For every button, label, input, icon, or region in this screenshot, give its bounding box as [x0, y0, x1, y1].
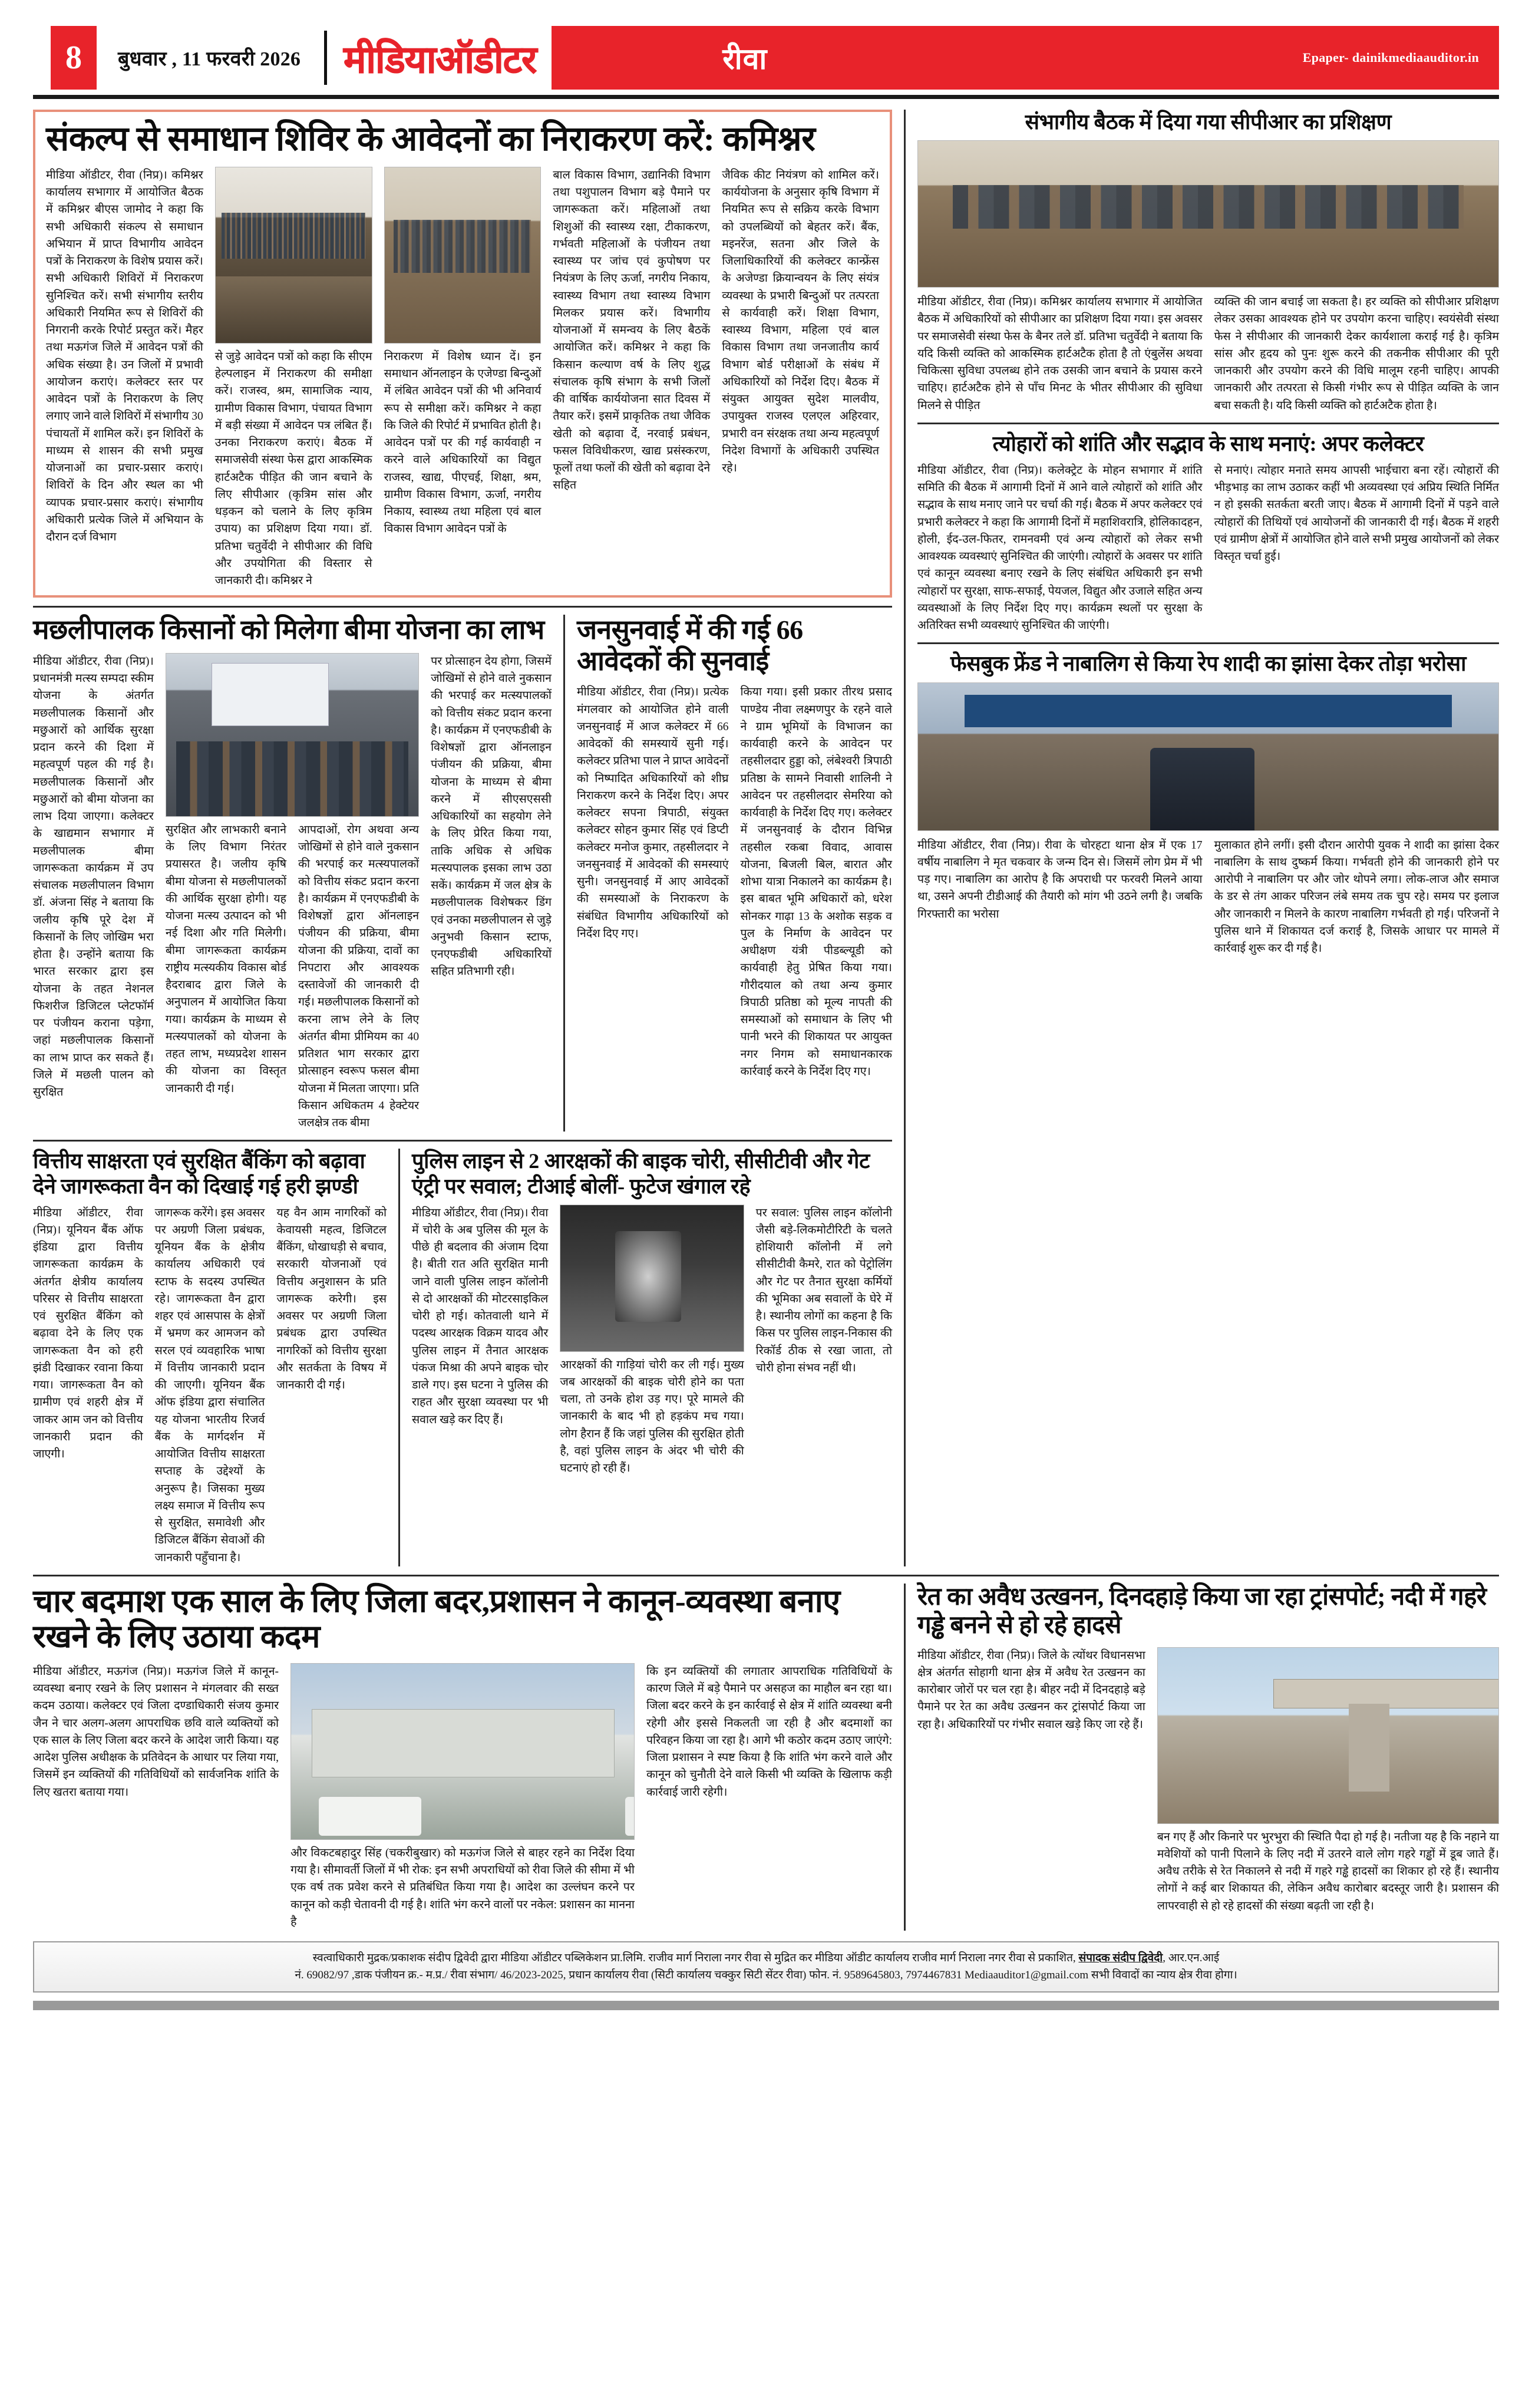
lead-col-3	[384, 167, 542, 590]
fisheries-col-1	[33, 653, 154, 1132]
fisheries-col-2	[166, 653, 419, 1132]
banking-headline: वित्तीय साक्षरता एवं सुरक्षित बैंकिंग को बढ़ावा देने जागरूकता वैन को दिखाई गई हरी झण्डी	[33, 1149, 365, 1198]
banking-text-3: यह वैन आम नागरिकों को केवायसी महत्व, डिजिटल बैंकिंग, धोखाधड़ी से बचाव, सरकारी योजनाओं एवं वित्तीय अनुशासन के प्रति जागरूक करेगी। इस अवसर पर अग्रणी जिला प्रबंधक द्वारा उपस्थित नागरिकों को वित्तीय सुरक्षा और सतर्कता के विषय में जानकारी दी गई।	[276, 1206, 387, 1392]
badmash-columns	[33, 1663, 892, 1931]
sand-columns	[917, 1647, 1499, 1915]
police-text-1: मीडिया ऑडीटर, रीवा (निप्र)। रीवा में चोरी के अब पुलिस की मूल के पीछे ही बदलाव की अंजाम दिया है। बीती रात अति सुरक्षित मानी जाने वाली पुलिस लाइन कॉलोनी से दो आरक्षकों की मोटरसाइकिल चोरी हो गई। कोतवाली थाने में पदस्थ आरक्षक विक्रम यादव और पुलिस लाइन में तैनात आरक्षक पंकज मिश्रा की अपने बाइक चोर डाले गए। इस घटना ने पुलिस की राहत और सुरक्षा व्यवस्था पर भी सवाल खड़े कर दिए हैं।	[412, 1206, 549, 1426]
footer-line-2: नं. 69082/97 ,डाक पंजीयन क्र.- म.प्र./ रीवा संभाग/ 46/2023-2025, प्रधान कार्यालय रीवा (सिटी कार्यालय चक्कुर सिटी सेंटर रीवा) फोन. नं. 9589645803, 7974467831 Mediaauditor1@gmail.com सभी विवादों का न्याय क्षेत्र रीवा होगा।	[295, 1969, 1237, 1982]
fisheries-text-3: आपदाओं, रोग अथवा अन्य जोखिमों से होने वाले नुकसान की भरपाई कर मत्स्यपालकों को वित्तीय संकट प्रदान करना है। कार्यक्रम में एनएफडीबी के विशेषज्ञों द्वारा ऑनलाइन पंजीयन की प्रक्रिया, बीमा योजना की प्रक्रिया, दावों का निपटारा और आवश्यक दस्तावेजों की जानकारी दी गई। मछलीपालक किसानों को करना लाभ लेने के लिए अंतर्गत बीमा प्रीमियम का 40 प्रतिशत भाग सरकार द्वारा प्रोत्साहन स्वरूप फसल बीमा योजना में मिलता जाएगा। प्रति किसान अधिकतम 4 हेक्टेयर जलक्षेत्र तक बीमा	[298, 823, 420, 1130]
facebook-text-2: मुलाकात होने लगीं। इसी दौरान आरोपी युवक ने शादी का झांसा देकर नाबालिग के साथ दुष्कर्म किया। गर्भवती होने की जानकारी होने पर आरोपी ने नाबालिग पर और जोर थोपने लगा। लोक-लाज और समाज के डर से तंग आकर परिजन लंबे समय तक चुप रहे। समय पर इलाज और जानकारी न मिलने के कारण नाबालिग गर्भवती हो गई। परिजनों ने पुलिस थाने में शिकायत दर्ज कराई है, जिसके आधार पर मामले में कार्रवाई शुरू कर दी गई है।	[1214, 839, 1499, 955]
page-footer	[33, 1941, 1499, 1993]
cpr-text-2: व्यक्ति की जान बचाई जा सकता है। हर व्यक्ति को सीपीआर प्रशिक्षण लेकर उसका आवश्यक होने पर उपयोग करना चाहिए। स्वयंसेवी संस्था फेस ने सीपीआर की जानकारी देकर कार्यशाला कराई गई है। कृत्रिम सांस और हृदय को पुनः शुरू करने की तकनीक सीपीआर की पूरी जानकारी और उपयोग करने की विधि मालूम रहनी चाहिए। आपकी जानकारी और तत्परता से किसी गंभीर रूप से पीड़ित व्यक्ति के जान बचा सकती है। यदि किसी व्यक्ति को हार्टअटैक होता है।	[1214, 296, 1499, 412]
police-text-3: पर सवाल: पुलिस लाइन कॉलोनी जैसी बड़े-लिकमोटीरिटी के चलते होशियारी कॉलोनी में लगे सीसीटीवी कैमरे, रात को पेट्रोलिंग और गेट पर तैनात सुरक्षा कर्मियों की भूमिका अब सवालों के घेरे में है। स्थानीय लोगों का कहना है कि किस पर पुलिस लाइन-निकास की रिकॉर्ड ठीक से रखा जाता, तो चोरी होना संभव नहीं थी।	[755, 1206, 892, 1374]
story-police	[412, 1149, 892, 1566]
police-text-2: आरक्षकों की गाड़ियां चोरी कर ली गई। मुख्य जब आरक्षकों की बाइक चोरी होने का पता चला, तो उनके होश उड़ गए। पूरे मामले की जानकारी के बाद भी हो हड़कंप मच गया। लोग हैरान हैं कि जहां पुलिस की सुरक्षित होती है, वहां पुलिस लाइन के अंदर भी चोरी की घटनाएं हो रही हैं।	[560, 1358, 744, 1475]
masthead-epaper-url[interactable]: Epaper- dainikmediaauditor.in	[1302, 50, 1479, 65]
cpr-photo	[917, 140, 1499, 288]
rule-below-cpr	[917, 423, 1499, 424]
story-banking	[33, 1149, 387, 1566]
banking-columns	[33, 1205, 387, 1566]
fisheries-text-4: पर प्रोत्साहन देय होगा, जिसमें जोखिमों से होने वाले नुकसान की भरपाई कर मत्स्यपालकों को वित्तीय संकट प्रदान करना है। कार्यक्रम में एनएफडीबी के विशेषज्ञों द्वारा ऑनलाइन पंजीयन की प्रक्रिया, बीमा योजना के माध्यम से बीमा करने में सीएसएससी अधिकारियों का सहयोग लेने के लिए प्रेरित किया गया, ताकि अधिक से अधिक मत्स्यपालक इसका लाभ उठा सकें। कार्यक्रम में जल क्षेत्र के मछलीपालक विशेषकर डिंग एवं उनका मछलीपालन से जुड़े अनुभवी किसान स्टाफ, एनएफडीबी अधिकारियों सहित प्रतिभागी रही।	[431, 655, 552, 978]
row-banking-police	[33, 1149, 892, 1566]
rule-above-bottom	[33, 1575, 1499, 1576]
festival-text-1: मीडिया ऑडीटर, रीवा (निप्र)। कलेक्ट्रेट के मोहन सभागार में शांति समिति की बैठक में आगामी दिनों में आने वाले त्योहारों को शांति और सद्भाव के साथ मनाए जाने पर चर्चा की गई। बैठक में अपर कलेक्टर एवं प्रभारी कलेक्टर ने कहा कि आगामी दिनों में महाशिवरात्रि, होलिकादहन, होली, ईद-उल-फितर, रामनवमी एवं अन्य त्योहारों को लेकर सभी आवश्यक व्यवस्थाएं सुनिश्चित की जाएंगी। त्योहारों के अवसर पर शांति एवं कानून व्यवस्था बनाए रखने के लिए संबंधित अधिकारी इन सभी त्योहारों पर सुरक्षा, साफ-सफाई, पेयजल, विद्युत और उजाले सहित अन्य व्यवस्थाओं के लिए निर्देश दिए गए। कार्यक्रम स्थलों पर सुरक्षा के अतिरिक्त सभी व्यवस्थाएं सुनिश्चित की जाएंगी।	[917, 464, 1203, 632]
rule-fisheries-hearing	[563, 615, 565, 1132]
police-columns	[412, 1205, 892, 1477]
badmash-text-1: मीडिया ऑडीटर, मऊगंज (निप्र)। मऊगंज जिले में कानून-व्यवस्था बनाए रखने के लिए प्रशासन ने मंगलवार की सख्त कदम उठाया। कलेक्टर एवं जिला दण्डाधिकारी संजय कुमार जैन ने चार अलग-अलग आपराधिक छवि वाले व्यक्तियों को एक साल के लिए जिला बदर करने के आदेश जारी किया। यह आदेश पुलिस अधीक्षक के प्रतिवेदन के आधार पर लिया गया, जिसमें इन व्यक्तियों की गतिविधियों को सार्वजनिक शांति के लिए खतरा बताया गया।	[33, 1665, 279, 1799]
rule-main-vertical	[904, 110, 906, 1566]
lead-text-4: बाल विकास विभाग, उद्यानिकी विभाग तथा पशुपालन विभाग बड़े पैमाने पर जागरूकता करें। महिलाओं तथा शिशुओं की स्वास्थ्य रक्षा, टीकाकरण, गर्भवती महिलाओं के पंजीयन तथा स्वास्थ्य पर जांच एवं कुपोषण पर नियंत्रण के लिए ऊर्जा, नगरीय निकाय, स्वास्थ्य विभाग तथा स्वास्थ्य विभाग मिलकर प्रयास करें। विभागीय योजनाओं में समन्वय के लिए बैठकें आयोजित करें। कमिश्नर ने कहा कि किसान कल्याण वर्ष के लिए शुद्ध संचालक कृषि संभाग के सभी जिलों की वार्षिक कार्ययोजना सात दिवस में तैयार करें। इसमें प्राकृतिक तथा जैविक खेती को बढ़ावा देंं, नरवाई प्रबंधन, फसल विविधीकरण, खाद्य प्रसंस्करण, फूलों तथा फलों की खेती को बढ़ावा देने सहित	[553, 169, 711, 492]
hearing-text-1: मीडिया ऑडीटर, रीवा (निप्र)। प्रत्येक मंगलवार को आयोजित होने वाली जनसुनवाई में आज कलेक्टर में 66 आवेदकों की समस्यायें सुनी गई। कलेक्टर प्रतिभा पाल ने प्राप्त आवेदनों को निष्पादित अधिकारियों को शीघ्र निराकरण करने के निर्देश दिए। अपर कलेक्टर सपना त्रिपाठी, संयुक्त कलेक्टर सोहन कुमार सिंह एवं डिप्टी कलेक्टर मनोज कुमार, तहसीलदार ने जनसुनवाई में आवेदकों की समस्याएं सुनी। जनसुनवाई में आए आवेदकों की समस्याओं के निराकरण के संबंधित विभागीय अधिकारियों को निर्देश दिए गए।	[577, 686, 729, 940]
facebook-headline: फेसबुक फ्रेंड ने नाबालिग से किया रेप शादी का झांसा देकर तोड़ा भरोसा	[950, 652, 1467, 676]
lead-text-1: मीडिया ऑडीटर, रीवा (निप्र)। कमिश्नर कार्यालय सभागार में आयोजित बैठक में कमिश्नर बीएस जामोद ने कहा कि सभी अधिकारी संकल्प से समाधान अभियान में प्राप्त विभागीय आवेदन पत्रों के निराकरण के विशेष प्रयास करें। सभी अधिकारी शिविरों में निराकरण सुनिश्चित करें। सभी संभागीय स्तरीय अधिकारी नियमित रूप से शिविरों की निगरानी करके रिपोर्ट प्रस्तुत करें। मैहर तथा मऊगंज जिले में आवेदन पत्रों की अधिक संख्या है। उन जिलों में प्रभावी आयोजन कराएं। कलेक्टर स्तर पर आवेदन पत्रों के निराकरण के लिए लगाए जाने वाले शिविरों में संभागीय 30 पंचायतों में शामिल करें। इन शिविरों के माध्यम से शासन की सभी प्रमुख योजनाओं का प्रचार-प्रसार कराएं। शिविरों के दिन और स्थल का भी व्यापक प्रचार-प्रसार कराएं। संभागीय अधिकारी प्रत्येक जिले में अभियान के दौरान दर्ज विभाग	[46, 169, 203, 544]
masthead-city-banner	[552, 26, 1499, 90]
rule-bottom-vertical	[904, 1584, 906, 1931]
lead-photo-hall	[384, 167, 542, 344]
sand-text-2: बन गए हैं और किनारे पर भुरभुरा की स्थिति पैदा हो गई है। नतीजा यह है कि नहाने या मवेशियों को पानी पिलाने के लिए नदी में उतरने वाले लोग गहरे गड्ढों में डूब जाते हैं। अवैध तरीके से रेत निकालने से नदी में गहरे गड्ढे हादसों का शिकार हो रहे हैं। स्थानीय लोगों ने कई बार शिकायत की, लेकिन अवैध कारोबार बदस्तूर जारी है। प्रशासन की लापरवाही से हो रहे हादसों की संख्या बढ़ती जा रही है।	[1157, 1830, 1499, 1912]
banking-text-1: मीडिया ऑडीटर, रीवा (निप्र)। यूनियन बैंक ऑफ इंडिया द्वारा वित्तीय जागरूकता कार्यक्रम के अंतर्गत क्षेत्रीय कार्यालय परिसर से वित्तीय साक्षरता एवं सुरक्षित बैंकिंग को बढ़ावा देने के लिए एक जागरूकता वैन को हरी झंडी दिखाकर रवाना किया गया। जागरूकता वैन को ग्रामीण एवं शहरी क्षेत्र में जाकर आम जन को वित्तीय जानकारी प्रदान की जाएगी।	[33, 1206, 143, 1461]
festival-columns	[917, 462, 1499, 635]
police-headline: पुलिस लाइन से 2 आरक्षकों की बाइक चोरी, सीसीटीवी और गेट एंट्री पर सवाल; टीआई बोलीं- फुटेज खंगाल रहे	[412, 1149, 870, 1198]
fisheries-headline: मछलीपालक किसानों को मिलेगा बीमा योजना का लाभ	[33, 615, 544, 645]
lead-col-5	[722, 167, 879, 590]
right-zone	[917, 110, 1499, 1566]
hearing-columns	[577, 684, 892, 1080]
footer-line-1: स्वत्वाधिकारी मुद्रक/प्रकाशक संदीप द्विवेदी द्वारा मीडिया ऑडीटर पब्लिकेशन प्रा.लिमि. राजीव मार्ग निराला नगर रीवा से मुद्रित कर मीडिया ऑडीट कार्यालय राजीव मार्ग निराला नगर रीवा से प्रकाशित,	[312, 1952, 1076, 1965]
story-lead	[33, 110, 892, 598]
story-badmash	[33, 1584, 892, 1931]
masthead-date: बुधवार , 11 फरवरी 2026	[118, 48, 301, 70]
badmash-text-2: और विकटबहादुर सिंह (चकरीबुखार) को मऊगंज जिले से बाहर रहने का निर्देश दिया गया है। सीमावर्ती जिलों में भी रोक: इन सभी अपराधियों को रीवा जिले की सीमा में भी एक वर्ष तक प्रवेश करने से प्रतिबंधित किया गया है। आदेश का उल्लंघन करने पर कानून को कड़ी चेतावनी दी गई है। शांति भंग करने वालों पर नकेल: प्रशासन का मानना है	[290, 1846, 635, 1928]
hearing-text-2: किया गया। इसी प्रकार तीरथ प्रसाद पाण्डेय नीवा लक्ष्मणपुर के रहने वाले ने ग्राम भूमियों के विभाजन का कार्यवाही करने के आवेदन पर तहसीलदार हुड्डा को, लंबेश्वरी त्रिपाठी प्रतिष्ठा के सामने निवासी शालिनी ने आवेदन पर तहसीलदार सेमरिया को कार्यवाही के निर्देश दिए गए। कलेक्टर में जनसुनवाई के दौरान विभिन्न तहसील रकबा विवाद, आवास योजना, बिजली बिल, बारात और शोभा यात्रा निकालने का कार्यक्रम है। इस बाबत भूमि अधिकारों को, धरेश सोनकर गाढ़ा 13 के अशोक सड़क व पुल के निर्माण के आवेदन पर अधीक्षण यंत्री पीडब्ल्यूडी को कार्यवाही हेतु प्रेषित किया गया। गौरीदयाल को तथा अन्य कुमार त्रिपाठी प्रतिष्ठा को मूल्य नापती की समस्याओं को समाधान के लिए भी पानी भरने की शिकायत पर आयुक्त नगर निगम को समाधानकारक कार्रवाई करने के निर्देश दिए गए।	[740, 686, 892, 1078]
masthead	[33, 26, 1499, 90]
hearing-col-2	[741, 684, 893, 1080]
lead-col-4	[553, 167, 710, 590]
lead-photo-meeting	[215, 167, 372, 344]
badmash-photo-collectorate	[290, 1663, 635, 1840]
masthead-divider	[324, 31, 327, 85]
lead-text-5: जैविक कीट नियंत्रण को शामिल करें। कार्ययोजना के अनुसार कृषि विभाग में नियमित रूप से सक्रिय करके विभाग को उपलब्धियों को बेहतर करें। बैंक, मइनरेंज, सतना और जिले के जिलाधिकारियों की कलेक्टर कान्फ्रेंस के अजेण्डा क्रियान्वयन के लिए संयंत्र व्यवस्था के प्रभारी बिन्दुओं पर तत्परता से कार्यवाही करें। शिक्षा विभाग, स्वास्थ्य विभाग, महिला एवं बाल विकास विभाग तथा जनजातीय कार्य विभाग बोर्ड परीक्षाओं के संबंध में अधिकारियों को निर्देश दिए। बैठक में संयुक्त आयुक्त सुदेश मालवीय, उपायुक्त राजस्व एलएल अहिरवार, प्रभारी वन संरक्षक तथा अन्य महत्वपूर्ण निदेश विभागों के अधिकारी उपस्थित रहे।	[722, 169, 879, 475]
rule-below-fisheries	[33, 1140, 892, 1142]
hearing-col-1	[577, 684, 729, 1080]
festival-text-2: से मनाएं। त्योहार मनाते समय आपसी भाईचारा बना रहें। त्योहारों की भीड़भाड़ का लाभ उठाकर कहीं भी अव्यवस्था एवं अप्रिय स्थिति निर्मित न हो इसकी सतर्कता बरती जाए। बैठक में आगामी दिनों में पड़ने वाले त्योहारों की तिथियों एवं आयोजनों की जानकारी दी गई। बैठक में शहरी एवं ग्रामीण क्षेत्रों में आयोजित होने वाले सभी प्रमुख आयोजनों को लेकर विस्तृत चर्चा हुई।	[1214, 464, 1499, 563]
masthead-rule	[33, 95, 1499, 99]
fisheries-photo	[166, 653, 419, 817]
lead-headline: संकल्प से समाधान शिविर के आवेदनों का निराकरण करें: कमिश्नर	[46, 120, 815, 158]
lead-text-3: निराकरण में विशेष ध्यान दें। इन समाधान ऑनलाइन के एजेण्डा बिन्दुओं में लंबित आवेदन पत्रों की भी अनिवार्य रूप से समीक्षा करें। कमिश्नर ने कहा कि जिले की रिपोर्ट में प्रभावित होती है। आवेदन पत्रों पर की गई कार्यवाही न करने वाले अधिकारियों का विद्युत राजस्व, खाद्य, पीएचई, शिक्षा, श्रम, ग्रामीण विकास विभाग, ऊर्जा, नगरीय निकाय, स्वास्थ्य तथा महिला एवं बाल विकास विभाग आवेदन पत्रों के	[384, 350, 542, 536]
lead-columns	[46, 167, 879, 590]
fisheries-columns	[33, 653, 552, 1132]
banking-text-2: जागरूक करेंगे। इस अवसर पर अग्रणी जिला प्रबंधक, यूनियन बैंक के क्षेत्रीय कार्यालय अधिकारी एवं स्टाफ के सदस्य उपस्थित रहे। जागरूकता वैन द्वारा शहर एवं आसपास के क्षेत्रों में भ्रमण कर आमजन को सरल एवं व्यवहारिक भाषा में वित्तीय जानकारी प्रदान की जाएगी। यूनियन बैंक ऑफ इंडिया द्वारा संचालित यह योजना भारतीय रिजर्व बैंक के मार्गदर्शन में आयोजित वित्तीय साक्षरता सप्ताह के उद्देश्यों के अनुरूप है। जिसका मुख्य लक्ष्य समाज में वित्तीय रूप से सुरक्षित, समावेशी और डिजिटल बैंकिंग सेवाओं की जानकारी पहुँचाना है।	[154, 1206, 265, 1564]
hearing-headline: जनसुनवाई में की गई 66 आवेदकों की सुनवाई	[577, 615, 803, 676]
badmash-text-3: कि इन व्यक्तियों की लगातार आपराधिक गतिविधियों के कारण जिले में बड़े पैमाने पर असहज का माहौल बन रहा था। जिला बदर करने के इन कार्रवाई से क्षेत्र में शांति व्यवस्था बनी रहेगी और इससे निकलती जा रही है और बदमाशों का परिवहन किया जा रहा है। आगे भी कठोर कदम उठाए जाएंगे: जिला प्रशासन ने स्पष्ट किया है कि शांति भंग करने वाले और कानून को चुनौती देने वाले किसी भी व्यक्ति के खिलाफ कड़ी कार्रवाई जारी रहेगी।	[646, 1665, 892, 1799]
rule-banking-police	[398, 1149, 400, 1566]
sand-photo-river-bridge	[1157, 1647, 1499, 1824]
sand-headline: रेत का अवैध उत्खनन, दिनदहाड़े किया जा रहा ट्रांसपोर्ट; नदी में गहरे गड्ढे बनने से हो रहे हादसे	[917, 1583, 1487, 1639]
badmash-headline: चार बदमाश एक साल के लिए जिला बदर,प्रशासन ने कानून-व्यवस्था बनाए रखने के लिए उठाया कदम	[33, 1583, 840, 1655]
police-photo-cctv	[560, 1205, 744, 1352]
left-zone	[33, 110, 892, 1566]
footer-line-1-tail: , आर.एन.आई	[1163, 1952, 1220, 1965]
row-fisheries-hearing	[33, 615, 892, 1132]
cpr-columns	[917, 293, 1499, 414]
story-fisheries	[33, 615, 552, 1132]
rule-below-festival	[917, 642, 1499, 644]
bottom-row	[33, 1584, 1499, 1931]
story-festival	[917, 431, 1499, 635]
facebook-photo-police-station	[917, 682, 1499, 831]
masthead-city: रीवा	[722, 42, 768, 75]
page-body	[33, 110, 1499, 1566]
lead-text-2: से जुड़े आवेदन पत्रों को कहा कि सीएम हेल्पलाइन में निराकरण की समीक्षा करें। राजस्व, श्रम, सामाजिक न्याय, ग्रामीण विकास विभाग, पंचायत विभाग में बड़ी संख्या में आवेदन पत्र लंबित हैं। उनका निराकरण कराएं। बैठक में समाजसेवी संस्था फेस द्वारा आकस्मिक हार्टअटैक पीड़ित की जान बचाने के लिए सीपीआर (कृत्रिम सांस और धड़कन को चलाने के लिए कृत्रिम उपाय) का प्रशिक्षण दिया गया। डॉ. प्रतिभा चतुर्वेदी ने सीपीआर की विधि और उपयोगिता की विस्तार से जानकारी दी। कमिश्नर ने	[214, 350, 372, 588]
masthead-brand: मीडियाऑडीटर	[344, 38, 537, 81]
festival-headline: त्योहारों को शांति और सद्भाव के साथ मनाएं: अपर कलेक्टर	[992, 431, 1424, 456]
footer-bar	[33, 2001, 1499, 2010]
fisheries-text-1: मीडिया ऑडीटर, रीवा (निप्र)। प्रधानमंत्री मत्स्य सम्पदा स्कीम योजना के अंतर्गत मछलीपालक किसानों और मछुआरों को आर्थिक सुरक्षा प्रदान करने की दिशा में महत्वपूर्ण पहल की गई है। मछलीपालक किसानों और मछुआरों को बीमा योजना का लाभ दिया जाएगा। कलेक्टर के खाद्यमान सभागार में मछलीपालक बीमा जागरूकता कार्यक्रम में उप संचालक मछलीपालन विभाग डॉ. अंजना सिंह ने बताया कि जलीय कृषि पूरे देश में किसानों के लिए जोखिम भरा होता है। उन्होंने बताया कि भारत सरकार द्वारा इस योजना के तहत नेशनल फिशरीज डिजिटल प्लेटफॉर्म पर पंजीयन कराना पड़ेगा, जहां मछलीपालक किसानों का लाभ प्राप्त कर सकते हैं। जिले में मछली पालन को सुरक्षित	[33, 655, 154, 1099]
cpr-text-1: मीडिया ऑडीटर, रीवा (निप्र)। कमिश्नर कार्यालय सभागार में आयोजित बैठक में अधिकारियों को सीपीआर का प्रशिक्षण दिया गया। इस अवसर पर समाजसेवी संस्था फेस के बैनर तले डॉ. प्रतिभा चतुर्वेदी ने बताया कि यदि किसी व्यक्ति को आकस्मिक हार्टअटैक होता है तो एंबुलेंस अथवा चिकित्सा सुविधा उपलब्ध होने तक उसकी जान बचाने के प्रयास करने चाहिए। हार्टअटैक होने से पाँच मिनट के भीतर सीपीआर की सुविधा मिलने से पीड़ित	[917, 296, 1203, 412]
facebook-columns	[917, 837, 1499, 958]
fisheries-col-4	[431, 653, 552, 1132]
story-facebook	[917, 651, 1499, 957]
page-number-badge: 8	[51, 26, 97, 90]
sand-text-1: मीडिया ऑडीटर, रीवा (निप्र)। जिले के त्योंथर विधानसभा क्षेत्र अंतर्गत सोहागी थाना क्षेत्र में अवैध रेत उत्खनन का कारोबार जोरों पर चल रहा है। बीहर नदी में दिनदहाड़े बड़े पैमाने पर रेत का अवैध उत्खनन कर ट्रांसपोर्ट किया जा रहा है। अधिकारियों पर गंभीर सवाल खड़े किए जा रहे हैं।	[917, 1649, 1145, 1731]
fisheries-text-2: सुरक्षित और लाभकारी बनाने के लिए विभाग निरंतर प्रयासरत है। जलीय कृषि बीमा योजना से मछलीपालकों की आर्थिक सुरक्षा होगी। यह योजना मत्स्य उत्पादन को भी नई दिशा और गति मिलेगी। बीमा जागरूकता कार्यक्रम राष्ट्रीय मत्स्यकीय विकास बोर्ड हैदराबाद द्वारा जिले के अनुपालन में आयोजित किया गया। कार्यक्रम के माध्यम से मत्स्यपालकों को योजना के तहत लाभ, मध्यप्रदेश शासन की योजना का विस्तृत जानकारी दी गई।	[165, 823, 286, 1095]
footer-editor: संपादक संदीप द्विवेदी	[1078, 1952, 1163, 1965]
rule-below-lead	[33, 606, 892, 608]
lead-col-2	[215, 167, 372, 590]
cpr-headline: संभागीय बैठक में दिया गया सीपीआर का प्रशिक्षण	[1025, 110, 1392, 134]
story-sand	[917, 1584, 1499, 1931]
story-cpr	[917, 110, 1499, 414]
lead-col-1	[46, 167, 203, 590]
story-hearing	[577, 615, 892, 1132]
facebook-text-1: मीडिया ऑडीटर, रीवा (निप्र)। रीवा के चोरहटा थाना क्षेत्र में एक 17 वर्षीय नाबालिग ने मृत चकवार के जन्म दिन से। जिसमें लोग प्रेम में भी पड़ गए। नाबालिग का आरोप है कि अपराधी पर फरवरी मिलने आया था, उसने अपनी टीडीआई की तैयारी को मांग भी उठने लगी है। जबकि गिरफ्तारी का भरोसा	[917, 839, 1203, 921]
